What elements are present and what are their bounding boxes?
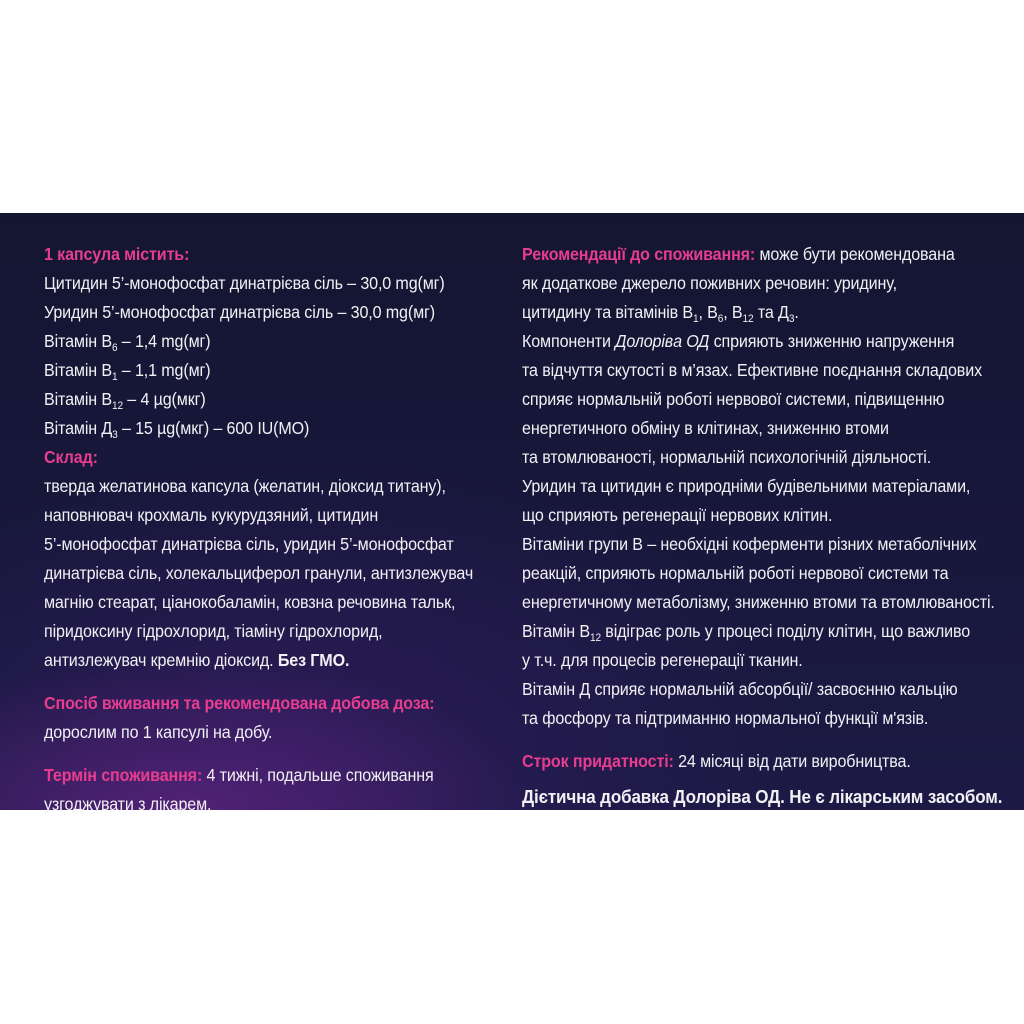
shelf-text: 24 місяці від дати виробництва. — [673, 751, 911, 771]
contents-sub: 12 — [111, 400, 123, 412]
components-line — [522, 327, 982, 356]
rec-vit-pre: цитидину та вітамінів В — [522, 302, 693, 322]
shelf-line — [522, 747, 982, 776]
contents-sub: 1 — [111, 371, 118, 383]
contents-line — [44, 269, 476, 298]
b12-line — [522, 617, 982, 646]
contents-pre: Цитидин 5’-монофосфат динатрієва сіль – 30,0 mg(мг) — [44, 273, 445, 293]
composition-line: динатрієва сіль, холекальциферол гранули, антизлежувач — [44, 563, 474, 583]
contents-pre: Вітамін Д — [44, 418, 113, 438]
body-line: Уридин та цитидин є природніми будівельними матеріалами, — [522, 476, 971, 496]
right-column — [522, 240, 1003, 811]
b12-sub: 12 — [589, 632, 601, 644]
comp-brand: Долорівa ОД — [615, 331, 710, 351]
contents-post: – 1,4 mg(мг) — [117, 331, 211, 351]
term-line — [44, 761, 476, 790]
composition-title: Склад: — [44, 447, 98, 467]
dosage-text: дорослим по 1 капсулі на добу. — [44, 722, 273, 742]
term-title: Термін споживання: — [44, 765, 203, 785]
body-list — [522, 356, 995, 617]
comp-pre: Компоненти — [522, 331, 616, 351]
contents-line — [44, 298, 476, 327]
composition-line: наповнювач крохмаль кукурудзяний, цитидин — [44, 505, 379, 525]
rec-vit-sub-12: 12 — [742, 313, 754, 325]
contents-pre: Вітамін В — [44, 331, 112, 351]
left-column — [44, 240, 476, 819]
term-text-2: узгоджувати з лікарем. — [44, 794, 212, 814]
tail-line: у т.ч. для процесів регенерації тканин. — [522, 650, 803, 670]
disclaimer: Дієтична добавка Долорівa ОД. Не є лікарським засобом. — [522, 786, 1003, 807]
composition-list — [44, 472, 476, 646]
composition-last-line — [44, 646, 476, 675]
rec-text-2: як додаткове джерело поживних речовин: уридину, — [522, 273, 897, 293]
b12-post: відіграє роль у процесі поділу клітин, що важливо — [600, 621, 971, 641]
contents-list — [44, 269, 476, 443]
contents-sub: 6 — [111, 342, 118, 354]
contents-post: – 15 µg(мкг) – 600 IU(МО) — [117, 418, 310, 438]
body-line: та відчуття скутості в м’язах. Ефективне поєднання складових — [522, 360, 982, 380]
comp-post: сприяють зниженню напруження — [709, 331, 955, 351]
composition-line: піридоксину гідрохлорид, тіаміну гідрохлорид, — [44, 621, 383, 641]
dosage-title: Спосіб вживання та рекомендована добова доза: — [44, 693, 435, 713]
tail-line: та фосфору та підтриманню нормальної функції м'язів. — [522, 708, 929, 728]
composition-line: магнію стеарат, ціанокобаламін, ковзна речовина тальк, — [44, 592, 456, 612]
composition-last-text: антизлежувач кремнію діоксид. — [44, 650, 274, 670]
contents-pre: Уридин 5’-монофосфат динатрієва сіль – 30,0 mg(мг) — [44, 302, 435, 322]
gmo-label: Без ГМО. — [277, 650, 350, 670]
contents-pre: Вітамін В — [44, 389, 112, 409]
rec-vit-sub-6: 6 — [717, 313, 724, 325]
contents-line — [44, 356, 476, 385]
rec-vit-d: та Д — [753, 302, 789, 322]
b12-pre: Вітамін В — [522, 621, 590, 641]
rec-title: Рекомендації до споживання: — [522, 244, 756, 264]
term-text: 4 тижні, подальше споживання — [202, 765, 434, 785]
contents-sub: 3 — [112, 429, 118, 441]
composition-line: тверда желатинова капсула (желатин, діоксид титану), — [44, 476, 446, 496]
body-line: Вітаміни групи В – необхідні коферменти різних метаболічних — [522, 534, 977, 554]
rec-vit-end: . — [794, 302, 799, 322]
body-line: сприяє нормальній роботі нервової системи, підвищенню — [522, 389, 945, 409]
body-line: енергетичному метаболізму, зниженню втоми та втомлюваності. — [522, 592, 995, 612]
rec-vit-sub-1: 1 — [692, 313, 699, 325]
contents-post: – 1,1 mg(мг) — [117, 360, 211, 380]
contents-line — [44, 327, 476, 356]
rec-vitamins-line — [522, 298, 982, 327]
rec-vit-b12: , В — [723, 302, 743, 322]
contents-line — [44, 385, 476, 414]
contents-post: – 4 µg(мкг) — [122, 389, 206, 409]
composition-line: 5’-монофосфат динатрієва сіль, уридин 5’-монофосфат — [44, 534, 454, 554]
body-line: та втомлюваності, нормальній психологічній діяльності. — [522, 447, 932, 467]
contents-title: 1 капсула містить: — [44, 244, 190, 264]
body-line: реакцій, сприяють нормальній роботі нервової системи та — [522, 563, 949, 583]
rec-vit-b6: , В — [698, 302, 718, 322]
package-panel — [0, 213, 1024, 814]
contents-line — [44, 414, 476, 443]
rec-vit-sub-3: 3 — [788, 313, 795, 325]
body-line: що сприяють регенерації нервових клітин. — [522, 505, 833, 525]
contents-pre: Вітамін В — [44, 360, 112, 380]
shelf-title: Строк придатності: — [522, 751, 674, 771]
rec-line — [522, 240, 982, 269]
tail-list — [522, 646, 982, 733]
body-line: енергетичного обміну в клітинах, зниженню втоми — [522, 418, 889, 438]
rec-text-1: може бути рекомендована — [755, 244, 955, 264]
tail-line: Вітамін Д сприяє нормальній абсорбції/ засвоєнню кальцію — [522, 679, 958, 699]
